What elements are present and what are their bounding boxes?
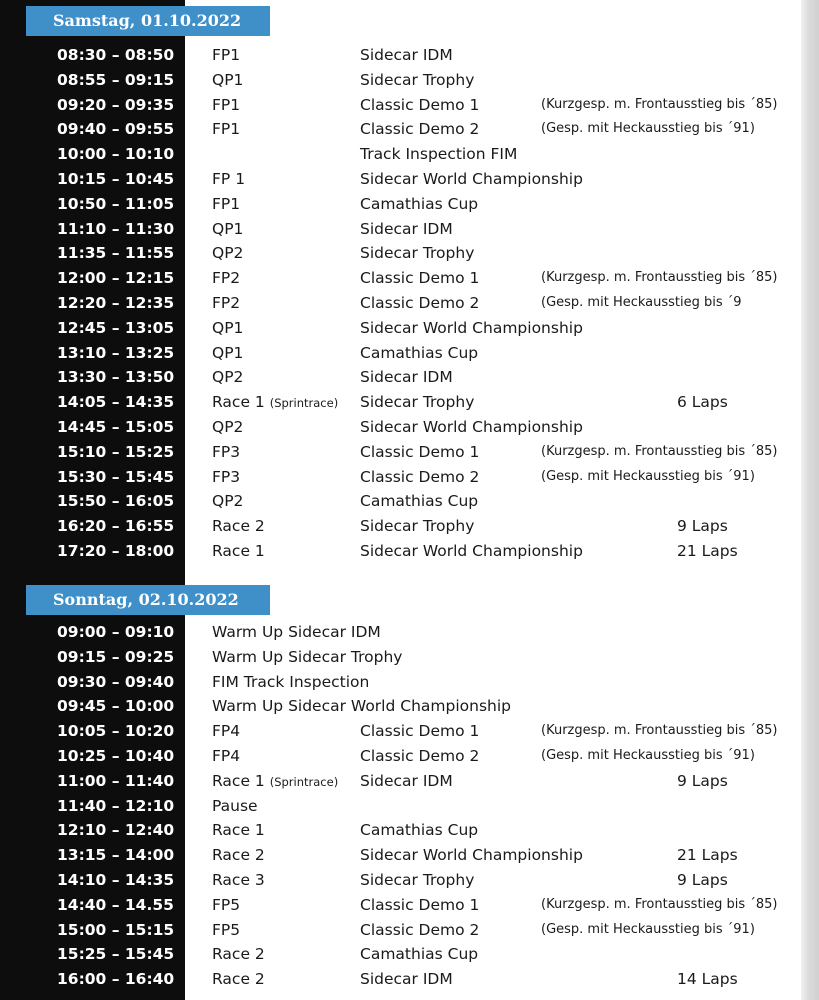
laps-cell: 9 Laps — [677, 771, 728, 790]
schedule-row — [0, 167, 800, 192]
session-cell: FP3 — [212, 467, 241, 486]
schedule-row — [0, 291, 800, 316]
time-cell: 11:00 – 11:40 — [57, 771, 175, 790]
time-cell: 09:40 – 09:55 — [57, 120, 175, 139]
time-cell: 17:20 – 18:00 — [57, 542, 175, 560]
session-cell: FIM Track Inspection — [212, 672, 370, 691]
laps-cell: 9 Laps — [677, 517, 728, 536]
schedule-row — [0, 465, 800, 490]
note-cell: (Kurzgesp. m. Frontausstieg bis ´85) — [541, 723, 778, 739]
schedule-row — [0, 843, 800, 868]
class-cell: Sidecar Trophy — [360, 70, 475, 89]
class-cell: Sidecar Trophy — [360, 244, 475, 263]
schedule-row — [0, 744, 800, 769]
schedule-row — [0, 489, 800, 514]
time-cell: 08:30 – 08:50 — [57, 46, 175, 64]
schedule-row — [0, 117, 800, 142]
time-cell: 09:30 – 09:40 — [57, 672, 175, 691]
laps-cell: 21 Laps — [677, 846, 738, 865]
schedule-row — [0, 390, 800, 415]
session-cell: FP5 — [212, 895, 241, 914]
class-cell: Camathias Cup — [360, 821, 479, 840]
session-cell: QP1 — [212, 70, 244, 89]
schedule-row — [0, 316, 800, 341]
class-cell: Sidecar IDM — [360, 970, 453, 989]
class-cell: Classic Demo 1 — [360, 442, 480, 461]
time-cell: 12:10 – 12:40 — [57, 821, 175, 840]
time-cell: 13:10 – 13:25 — [57, 343, 175, 362]
time-cell: 10:15 – 10:45 — [57, 170, 175, 188]
session-cell: Warm Up Sidecar IDM — [212, 623, 381, 641]
time-cell: 11:10 – 11:30 — [57, 219, 175, 238]
schedule-row — [0, 769, 800, 794]
session-sub-label: (Sprintrace) — [269, 396, 339, 411]
session-cell: QP2 — [212, 418, 244, 436]
time-cell: 10:50 – 11:05 — [57, 194, 175, 213]
class-cell: Sidecar IDM — [360, 368, 453, 387]
class-cell: Sidecar World Championship — [360, 542, 583, 560]
session-cell — [212, 769, 338, 795]
session-cell: FP2 — [212, 269, 241, 288]
class-cell: Classic Demo 1 — [360, 722, 480, 741]
time-cell: 10:05 – 10:20 — [57, 722, 175, 741]
class-cell: Sidecar World Championship — [360, 318, 583, 337]
time-cell: 14:05 – 14:35 — [57, 393, 175, 412]
session-cell: QP1 — [212, 318, 244, 337]
class-cell: Classic Demo 2 — [360, 467, 480, 486]
time-cell: 12:45 – 13:05 — [57, 318, 175, 337]
schedule-row — [0, 415, 800, 440]
day-header: Sonntag, 02.10.2022 — [26, 585, 270, 615]
session-cell: FP 1 — [212, 170, 246, 188]
time-cell: 11:40 – 12:10 — [57, 796, 175, 815]
session-cell: Warm Up Sidecar Trophy — [212, 647, 403, 666]
session-cell: FP4 — [212, 747, 241, 765]
time-cell: 15:25 – 15:45 — [57, 945, 175, 964]
schedule-row — [0, 365, 800, 390]
class-cell: Camathias Cup — [360, 194, 479, 213]
note-cell: (Kurzgesp. m. Frontausstieg bis ´85) — [541, 96, 778, 112]
note-cell: (Kurzgesp. m. Frontausstieg bis ´85) — [541, 443, 778, 459]
time-cell: 09:20 – 09:35 — [57, 95, 175, 114]
schedule-row — [0, 967, 800, 992]
class-cell: Sidecar World Championship — [360, 170, 583, 188]
note-cell: (Gesp. mit Heckausstieg bis ´91) — [541, 121, 755, 137]
class-cell: Sidecar IDM — [360, 771, 453, 790]
schedule-row — [0, 142, 800, 167]
session-cell — [212, 390, 338, 416]
schedule-row — [0, 694, 800, 719]
schedule-row — [0, 241, 800, 266]
schedule-row — [0, 818, 800, 843]
schedule-row — [0, 893, 800, 918]
time-cell: 09:45 – 10:00 — [57, 697, 175, 716]
session-cell: QP2 — [212, 492, 244, 511]
session-cell: Race 2 — [212, 970, 265, 989]
note-cell: (Gesp. mit Heckausstieg bis ´9 — [541, 295, 742, 310]
schedule-row — [0, 942, 800, 967]
time-cell: 14:45 – 15:05 — [57, 418, 175, 436]
session-cell: Race 2 — [212, 517, 265, 536]
session-label: Race 1 — [212, 771, 265, 790]
session-cell: Race 1 — [212, 821, 265, 840]
session-sub-label: (Sprintrace) — [269, 774, 339, 789]
schedule-row — [0, 514, 800, 539]
schedule-row — [0, 794, 800, 819]
page-edge-shadow — [801, 0, 819, 1000]
class-cell: Classic Demo 2 — [360, 747, 480, 765]
session-cell: QP2 — [212, 244, 244, 263]
class-cell: Sidecar World Championship — [360, 418, 583, 436]
schedule-row — [0, 217, 800, 242]
session-cell: QP2 — [212, 368, 244, 387]
class-cell: Classic Demo 2 — [360, 120, 480, 139]
class-cell: Sidecar Trophy — [360, 393, 475, 412]
schedule-row — [0, 539, 800, 564]
time-cell: 15:10 – 15:25 — [57, 442, 175, 461]
time-cell: 16:20 – 16:55 — [57, 517, 175, 536]
class-cell: Sidecar Trophy — [360, 871, 475, 889]
class-cell: Classic Demo 2 — [360, 294, 480, 312]
session-cell: Race 1 — [212, 542, 265, 560]
session-cell: FP1 — [212, 95, 241, 114]
schedule-row — [0, 918, 800, 943]
note-cell: (Kurzgesp. m. Frontausstieg bis ´85) — [541, 270, 778, 286]
schedule-row — [0, 645, 800, 670]
schedule-row — [0, 719, 800, 744]
schedule-row — [0, 620, 800, 645]
time-cell: 10:25 – 10:40 — [57, 747, 175, 765]
time-cell: 09:15 – 09:25 — [57, 647, 175, 666]
time-cell: 08:55 – 09:15 — [57, 70, 175, 89]
session-cell: FP2 — [212, 294, 241, 312]
session-cell: FP1 — [212, 120, 241, 139]
class-cell: Sidecar World Championship — [360, 846, 583, 865]
laps-cell: 14 Laps — [677, 970, 738, 989]
session-cell: Race 3 — [212, 871, 265, 889]
session-cell: Race 2 — [212, 846, 265, 865]
class-cell: Classic Demo 1 — [360, 269, 480, 288]
time-cell: 15:00 – 15:15 — [57, 920, 175, 939]
schedule-row — [0, 868, 800, 893]
schedule-row — [0, 43, 800, 68]
time-cell: 14:40 – 14.55 — [57, 895, 174, 914]
schedule-row — [0, 341, 800, 366]
session-cell: QP1 — [212, 219, 244, 238]
session-cell: Warm Up Sidecar World Championship — [212, 697, 511, 716]
time-cell: 15:50 – 16:05 — [57, 492, 175, 511]
class-cell: Track Inspection FIM — [360, 145, 518, 164]
session-cell: QP1 — [212, 343, 244, 362]
class-cell: Classic Demo 1 — [360, 95, 480, 114]
class-cell: Classic Demo 1 — [360, 895, 480, 914]
time-cell: 16:00 – 16:40 — [57, 970, 175, 989]
session-label: Race 1 — [212, 393, 265, 412]
schedule-row — [0, 68, 800, 93]
class-cell: Sidecar IDM — [360, 46, 453, 64]
schedule-row — [0, 192, 800, 217]
time-cell: 10:00 – 10:10 — [57, 145, 175, 164]
session-cell: Race 2 — [212, 945, 265, 964]
laps-cell: 21 Laps — [677, 542, 738, 560]
time-cell: 13:15 – 14:00 — [57, 846, 175, 865]
schedule-row — [0, 93, 800, 118]
note-cell: (Gesp. mit Heckausstieg bis ´91) — [541, 921, 755, 937]
time-cell: 15:30 – 15:45 — [57, 467, 175, 486]
day-header: Samstag, 01.10.2022 — [26, 6, 270, 36]
class-cell: Camathias Cup — [360, 343, 479, 362]
session-cell: FP1 — [212, 194, 241, 213]
class-cell: Camathias Cup — [360, 492, 479, 511]
note-cell: (Kurzgesp. m. Frontausstieg bis ´85) — [541, 896, 778, 912]
session-cell: FP5 — [212, 920, 241, 939]
laps-cell: 9 Laps — [677, 871, 728, 889]
class-cell: Sidecar IDM — [360, 219, 453, 238]
session-cell: Pause — [212, 796, 258, 815]
time-cell: 11:35 – 11:55 — [57, 244, 175, 263]
laps-cell: 6 Laps — [677, 393, 728, 412]
schedule-row — [0, 266, 800, 291]
session-cell: FP1 — [212, 46, 241, 64]
time-cell: 09:00 – 09:10 — [57, 623, 175, 641]
schedule-row — [0, 440, 800, 465]
time-cell: 14:10 – 14:35 — [57, 871, 175, 889]
schedule-row — [0, 670, 800, 695]
session-cell: FP3 — [212, 442, 241, 461]
time-cell: 12:00 – 12:15 — [57, 269, 175, 288]
time-cell: 13:30 – 13:50 — [57, 368, 175, 387]
note-cell: (Gesp. mit Heckausstieg bis ´91) — [541, 468, 755, 484]
class-cell: Camathias Cup — [360, 945, 479, 964]
class-cell: Sidecar Trophy — [360, 517, 475, 536]
time-cell: 12:20 – 12:35 — [57, 294, 175, 312]
session-cell: FP4 — [212, 722, 241, 741]
class-cell: Classic Demo 2 — [360, 920, 480, 939]
note-cell: (Gesp. mit Heckausstieg bis ´91) — [541, 748, 755, 763]
